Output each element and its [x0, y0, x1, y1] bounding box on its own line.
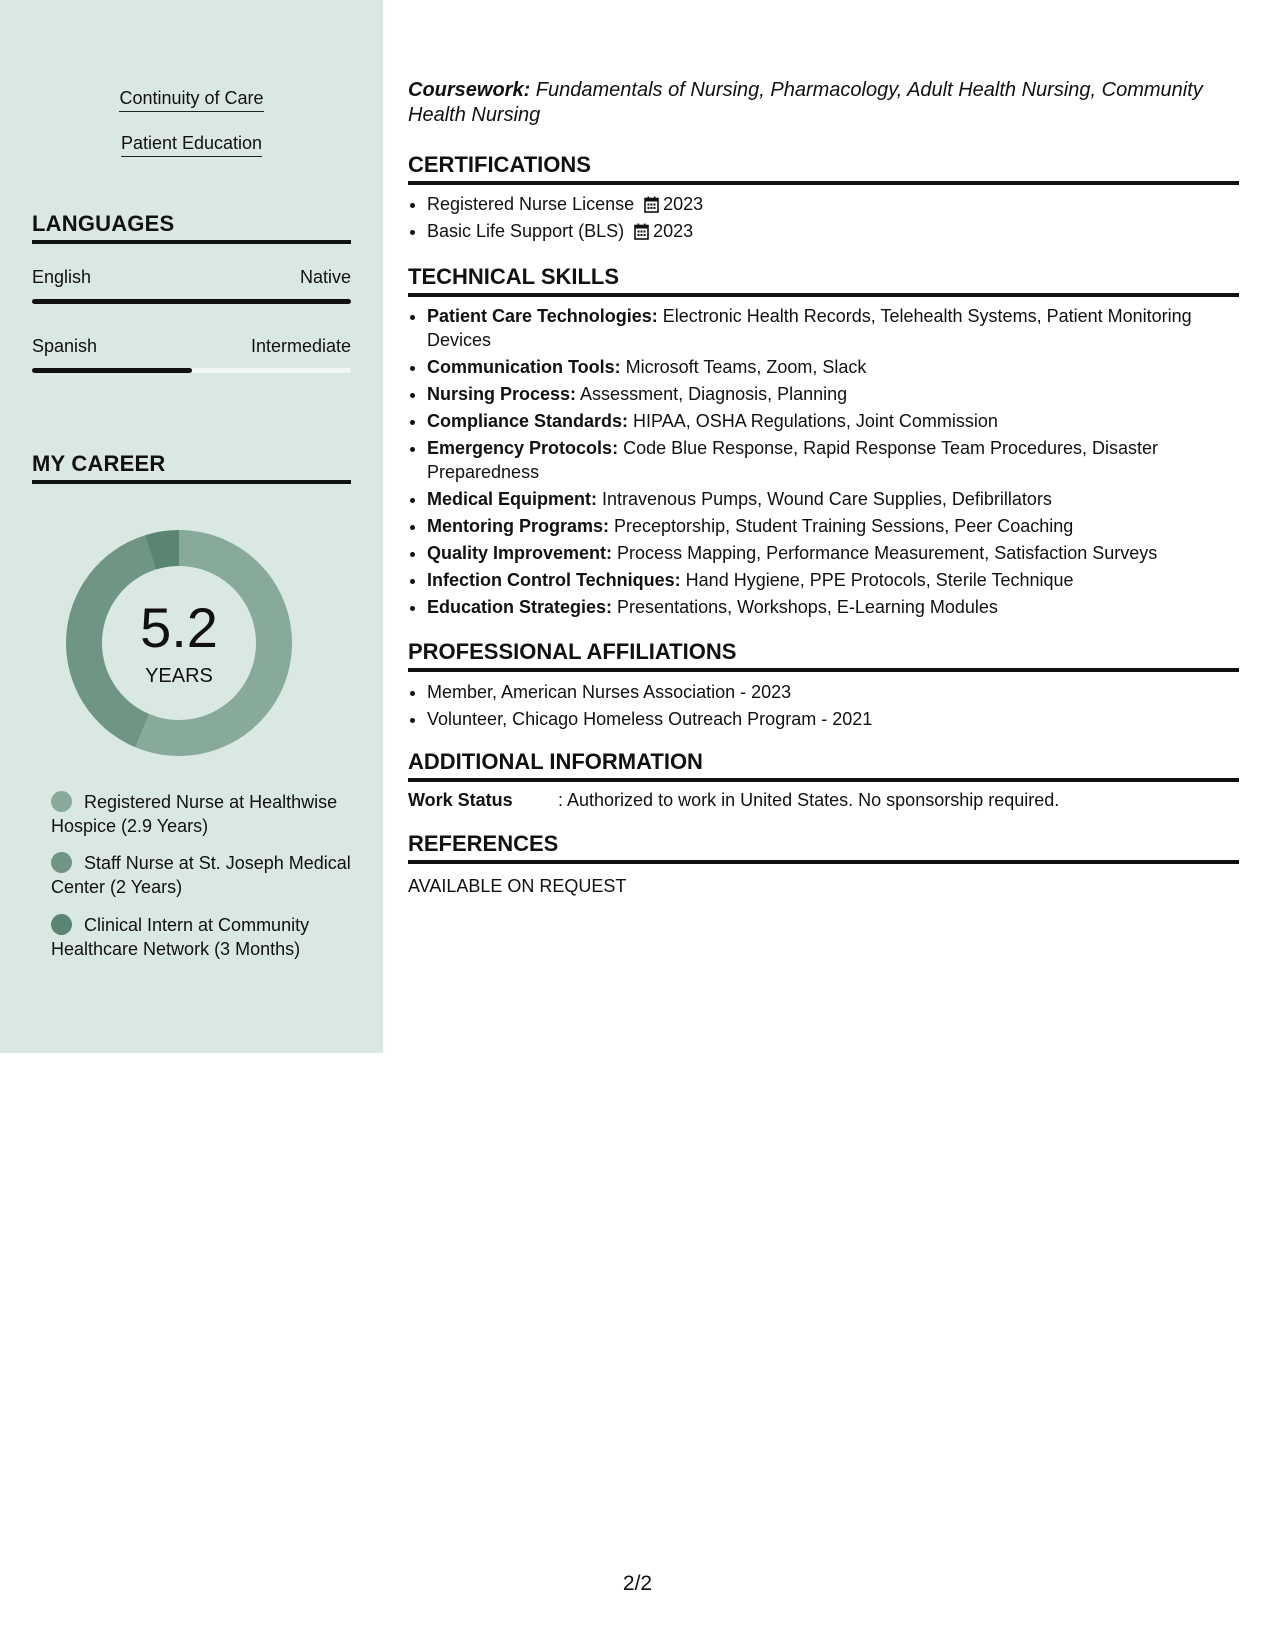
career-heading: MY CAREER — [32, 451, 351, 484]
skill-tag: Patient Education — [0, 133, 383, 157]
list-item: • Volunteer, Chicago Homeless Outreach Program - 2021 — [427, 707, 1258, 731]
language-proficiency-bar — [32, 368, 351, 373]
references-text: AVAILABLE ON REQUEST — [408, 876, 627, 896]
certifications-list — [408, 192, 1258, 246]
technical-skills-heading: TECHNICAL SKILLS — [408, 264, 1239, 297]
language-row — [32, 336, 351, 357]
list-item: • Education Strategies: Presentations, Workshops, E-Learning Modules — [427, 595, 1258, 619]
coursework-label: Coursework: — [408, 79, 531, 101]
affiliations-list — [408, 680, 1258, 734]
language-level: Intermediate — [250, 336, 351, 356]
list-item: • Compliance Standards: HIPAA, OSHA Regulations, Joint Commission — [427, 409, 1258, 433]
work-status — [408, 790, 1239, 811]
coursework — [408, 78, 1239, 128]
languages-heading: LANGUAGES — [32, 211, 351, 244]
additional-information-heading: ADDITIONAL INFORMATION — [408, 749, 1239, 782]
skill-tag: Continuity of Care — [0, 88, 383, 112]
language-level: Native — [299, 267, 351, 287]
career-legend-item: Registered Nurse at Healthwise Hospice (2.9 Years) — [51, 792, 338, 836]
list-item: • Registered Nurse License 2023 — [427, 192, 1258, 216]
language-name: Spanish — [32, 336, 98, 356]
work-status-label: Work Status — [408, 790, 513, 810]
language-proficiency-bar — [32, 299, 351, 304]
calendar-icon — [644, 196, 659, 213]
career-total-value: 5.2 — [140, 596, 218, 659]
list-item: • Medical Equipment: Intravenous Pumps, Wound Care Supplies, Defibrillators — [427, 487, 1258, 511]
references-heading: REFERENCES — [408, 831, 1239, 864]
list-item: • Nursing Process: Assessment, Diagnosis, Planning — [427, 382, 1258, 406]
affiliations-heading: PROFESSIONAL AFFILIATIONS — [408, 639, 1239, 672]
career-legend-item: Staff Nurse at St. Joseph Medical Center (2 Years) — [51, 853, 351, 897]
page-number: 2/2 — [622, 1572, 653, 1595]
list-item: • Emergency Protocols: Code Blue Response, Rapid Response Team Procedures, Disaster Preparedness — [427, 436, 1258, 484]
list-item: • Mentoring Programs: Preceptorship, Student Training Sessions, Peer Coaching — [427, 514, 1258, 538]
language-name: English — [32, 267, 92, 287]
language-proficiency-fill — [32, 368, 192, 373]
list-item: • Quality Improvement: Process Mapping, Performance Measurement, Satisfaction Surveys — [427, 541, 1258, 565]
calendar-icon — [634, 223, 649, 240]
list-item: • Member, American Nurses Association - 2023 — [427, 680, 1258, 704]
technical-skills-list — [408, 304, 1258, 622]
career-legend-item: Clinical Intern at Community Healthcare Network (3 Months) — [51, 915, 310, 959]
list-item: • Communication Tools: Microsoft Teams, Zoom, Slack — [427, 355, 1258, 379]
list-item: • Infection Control Techniques: Hand Hygiene, PPE Protocols, Sterile Technique — [427, 568, 1258, 592]
legend-dot — [51, 914, 72, 935]
language-row — [32, 267, 351, 288]
language-proficiency-fill — [32, 299, 351, 304]
coursework-text: Fundamentals of Nursing, Pharmacology, Adult Health Nursing, Community Health Nursing — [408, 79, 1203, 126]
career-total-unit: YEARS — [145, 665, 213, 687]
legend-dot — [51, 791, 72, 812]
list-item: • Basic Life Support (BLS) 2023 — [427, 219, 1258, 243]
certifications-heading: CERTIFICATIONS — [408, 152, 1239, 185]
legend-dot — [51, 852, 72, 873]
work-status-value: : Authorized to work in United States. No sponsorship required. — [558, 790, 1060, 810]
list-item: • Patient Care Technologies: Electronic Health Records, Telehealth Systems, Patient Monitoring Devices — [427, 304, 1258, 352]
